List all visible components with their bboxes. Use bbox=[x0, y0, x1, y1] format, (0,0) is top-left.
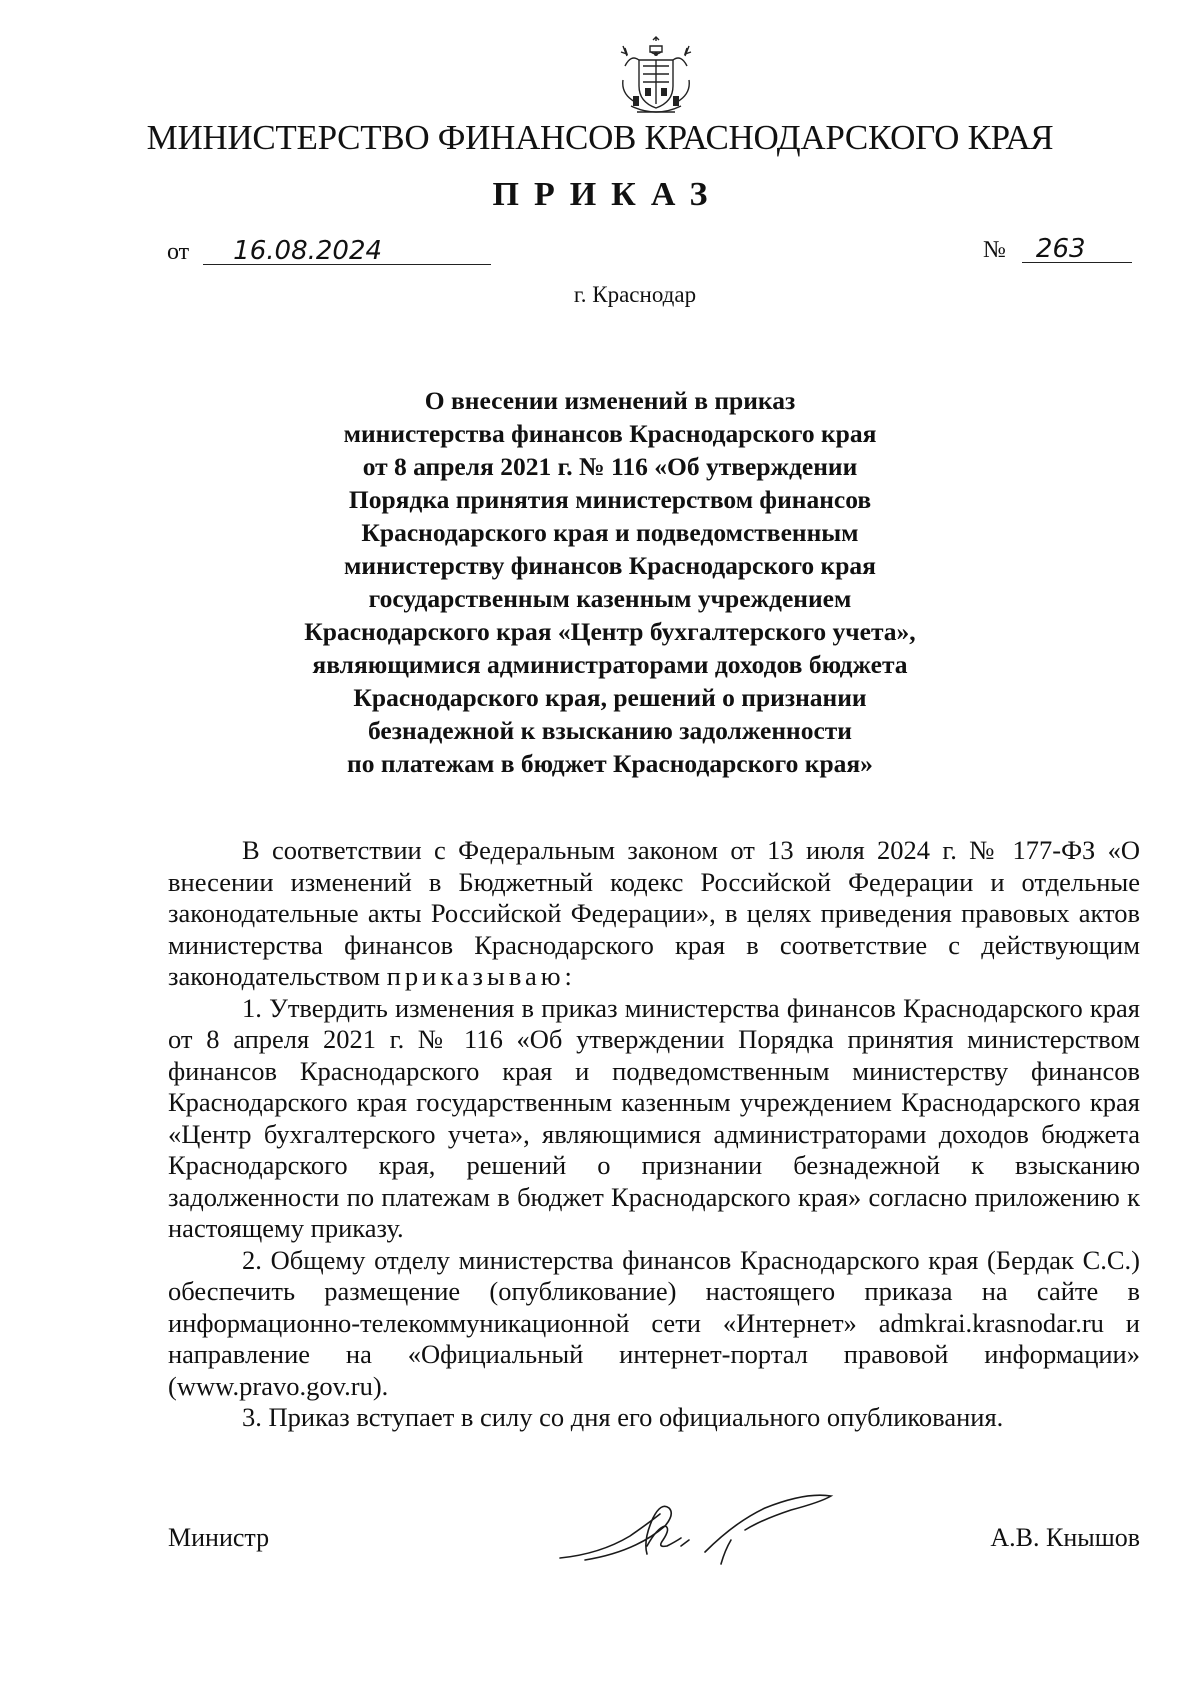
title-line: Краснодарского края и подведомственным bbox=[361, 518, 859, 547]
title-line: от 8 апреля 2021 г. № 116 «Об утверждении bbox=[362, 452, 858, 481]
document-type: ПРИКАЗ bbox=[492, 176, 723, 213]
item-2: 2. Общему отделу министерства финансов Краснодарского края (Бердак С.С.) обеспечить размещение (опубликование) настоящего приказа на сайте в информационно-телекоммуникационной сети «Интернет» admkrai.krasnodar.ru и направление на «Официальный интернет-портал правовой информации» (www.pravo.gov.ru). bbox=[168, 1244, 1140, 1401]
handwritten-signature bbox=[555, 1490, 845, 1570]
order-keyword: приказываю: bbox=[386, 961, 576, 991]
signer-name: А.В. Кнышов bbox=[990, 1523, 1140, 1552]
preamble-text: В соответствии с Федеральным законом от 13 июля 2024 г. № 177-ФЗ «О внесении изменений в Бюджетный кодекс Российской Федерации и отдельные законодательные акты Российской Федерации», в целях приведения правовых актов министерства финансов Краснодарского края в соответствие с действующим законодательством bbox=[168, 835, 1140, 991]
title-line: министерства финансов Краснодарского края bbox=[343, 419, 877, 448]
number-prefix: № bbox=[983, 237, 1006, 263]
title-line: Порядка принятия министерством финансов bbox=[348, 485, 872, 514]
order-number-row bbox=[983, 236, 1132, 264]
ministry-name: МИНИСТЕРСТВО ФИНАНСОВ КРАСНОДАРСКОГО КРАЯ bbox=[146, 118, 1054, 157]
title-line: О внесении изменений в приказ bbox=[424, 386, 796, 415]
title-line: безнадежной к взысканию задолженности bbox=[367, 716, 852, 745]
date-prefix: от bbox=[167, 239, 190, 265]
title-line: государственным казенным учреждением bbox=[368, 584, 852, 613]
title-line: Краснодарского края «Центр бухгалтерского учета», bbox=[304, 617, 916, 646]
title-line: по платежам в бюджет Краснодарского края» bbox=[347, 749, 873, 778]
coat-of-arms-emblem bbox=[617, 36, 695, 120]
signer-position: Министр bbox=[168, 1523, 270, 1552]
title-line: являющимися администраторами доходов бюджета bbox=[312, 650, 908, 679]
title-line: министерству финансов Краснодарского края bbox=[344, 551, 876, 580]
order-date-row bbox=[167, 238, 491, 266]
title-line: Краснодарского края, решений о признании bbox=[353, 683, 867, 712]
item-3: 3. Приказ вступает в силу со дня его официального опубликования. bbox=[242, 1402, 1004, 1432]
city: г. Краснодар bbox=[573, 282, 697, 307]
order-body bbox=[168, 835, 1140, 1434]
order-date: 16.08.2024 bbox=[203, 238, 491, 265]
order-title bbox=[250, 384, 970, 780]
order-number: 263 bbox=[1022, 236, 1132, 263]
item-1: 1. Утвердить изменения в приказ министерства финансов Краснодарского края от 8 апреля 2021 г. № 116 «Об утверждении Порядка принятия министерством финансов Краснодарского края и подведомственным министерству финансов Краснодарского края государственным казенным учреждением Краснодарского края «Центр бухгалтерского учета», являющимися администраторами доходов бюджета Краснодарского края, решений о признании безнадежной к взысканию задолженности по платежам в бюджет Краснодарского края» согласно приложению к настоящему приказу. bbox=[168, 992, 1140, 1243]
preamble-paragraph bbox=[168, 835, 1140, 993]
